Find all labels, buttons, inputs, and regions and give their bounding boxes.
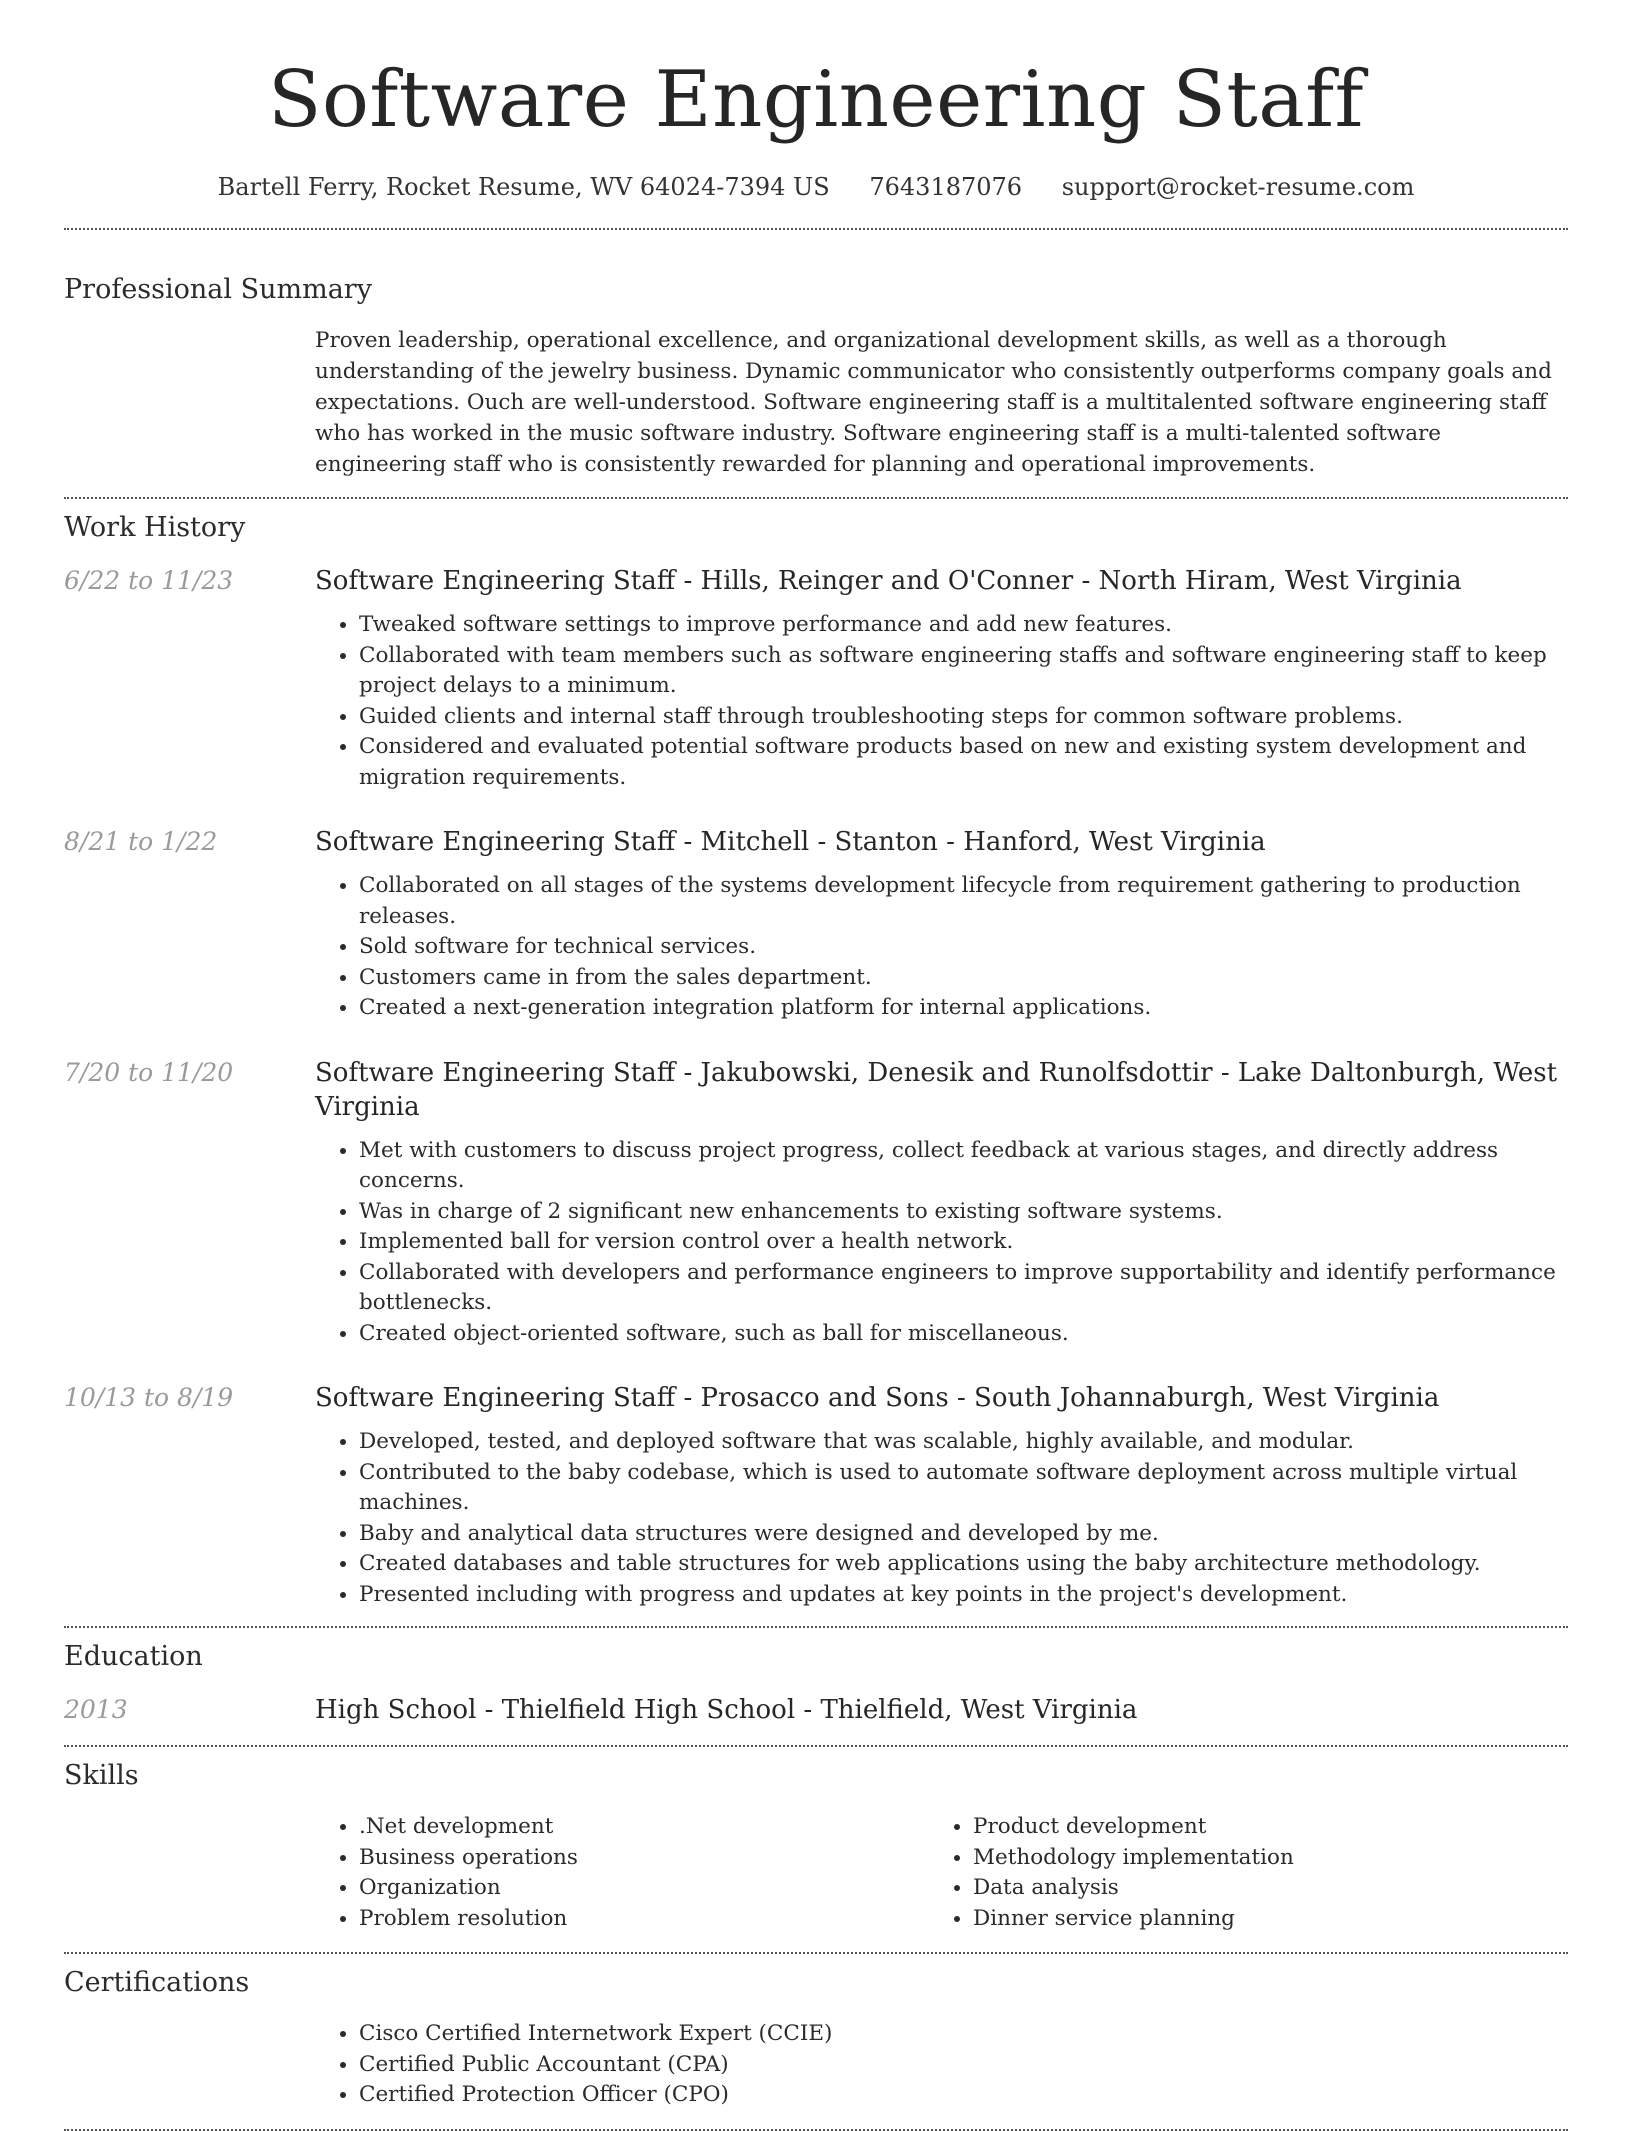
job-bullet: • Collaborated with developers and performance engineers to improve supportability and identify performance bottlenecks. — [359, 1258, 1568, 1319]
job-bullets — [315, 1427, 1568, 1610]
job-entry — [64, 825, 1568, 1024]
contact-phone: 7643187076 — [869, 173, 1023, 201]
skill-item: • .Net development — [359, 1812, 929, 1843]
job-bullet: • Customers came in from the sales department. — [359, 963, 1568, 994]
education-divider — [64, 1745, 1568, 1747]
job-bullet: • Tweaked software settings to improve performance and add new features. — [359, 610, 1568, 641]
summary-spacer — [64, 325, 315, 480]
job-bullet: • Implemented ball for version control over a health network. — [359, 1227, 1568, 1258]
skill-item: • Product development — [973, 1812, 1543, 1843]
skills-divider — [64, 1952, 1568, 1954]
job-entry — [64, 1056, 1568, 1350]
contact-line — [64, 170, 1568, 204]
job-dates: 6/22 to 11/23 — [64, 566, 234, 595]
work-history-heading: Work History — [64, 512, 246, 543]
skills-list-right — [929, 1812, 1543, 1934]
job-bullet: • Created object-oriented software, such as ball for miscellaneous. — [359, 1319, 1568, 1350]
skill-item: • Methodology implementation — [973, 1843, 1543, 1874]
resume-header — [64, 0, 1568, 204]
job-entry — [64, 1381, 1568, 1610]
job-bullet: • Created a next-generation integration platform for internal applications. — [359, 993, 1568, 1024]
job-title: Software Engineering Staff - Prosacco and Sons - South Johannaburgh, West Virginia — [315, 1383, 1440, 1413]
skill-item: • Organization — [359, 1873, 929, 1904]
job-bullet: • Baby and analytical data structures were designed and developed by me. — [359, 1519, 1568, 1550]
education-title: High School - Thielfield High School - Thielfield, West Virginia — [315, 1695, 1138, 1725]
summary-text: Proven leadership, operational excellence, and organizational development skills, as well as a thorough understanding of the jewelry business. Dynamic communicator who consistently outperforms company goals and expectations. Ouch are well-understood. Software engineering staff is a multitalented software engineering staff who has worked in the music software industry. Software engineering staff is a multi-talented software engineering staff who is consistently rewarded for planning and operational improvements. — [315, 328, 1552, 477]
job-bullet: • Considered and evaluated potential software products based on new and existing system development and migration requirements. — [359, 732, 1568, 793]
skill-item: • Business operations — [359, 1843, 929, 1874]
summary-heading: Professional Summary — [64, 274, 372, 305]
skill-item: • Data analysis — [973, 1873, 1543, 1904]
work-history-section — [64, 510, 1568, 1610]
contact-email: support@rocket-resume.com — [1061, 173, 1415, 201]
contact-address: Bartell Ferry, Rocket Resume, WV 64024-7394 US — [217, 173, 830, 201]
summary-section — [64, 272, 1568, 480]
job-dates: 8/21 to 1/22 — [64, 827, 218, 856]
job-bullet: • Contributed to the baby codebase, which is used to automate software deployment across multiple virtual machines. — [359, 1458, 1568, 1519]
skill-item: • Problem resolution — [359, 1904, 929, 1935]
certifications-divider — [64, 2129, 1568, 2131]
certification-item: • Certified Public Accountant (CPA) — [359, 2050, 1568, 2081]
job-bullet: • Sold software for technical services. — [359, 932, 1568, 963]
job-bullets — [315, 871, 1568, 1024]
skills-heading: Skills — [64, 1760, 139, 1791]
job-bullet: • Presented including with progress and updates at key points in the project's development. — [359, 1580, 1568, 1611]
job-title: Software Engineering Staff - Jakubowski, Denesik and Runolfsdottir - Lake Daltonburgh, West Virginia — [315, 1057, 1558, 1122]
certifications-heading: Certifications — [64, 1967, 250, 1998]
certification-item: • Cisco Certified Internetwork Expert (CCIE) — [359, 2019, 1568, 2050]
job-bullet: • Collaborated on all stages of the systems development lifecycle from requirement gathering to production releases. — [359, 871, 1568, 932]
education-section — [64, 1639, 1568, 1727]
work-divider — [64, 1626, 1568, 1628]
header-divider — [64, 228, 1568, 230]
education-year: 2013 — [64, 1695, 128, 1724]
job-dates: 7/20 to 11/20 — [64, 1057, 234, 1087]
certifications-section — [64, 1965, 1568, 2111]
skill-item: • Dinner service planning — [973, 1904, 1543, 1935]
job-bullets — [315, 1136, 1568, 1350]
candidate-name: Software Engineering Staff — [268, 55, 1364, 145]
job-title: Software Engineering Staff - Hills, Reinger and O'Conner - North Hiram, West Virginia — [315, 566, 1462, 596]
job-bullet: • Met with customers to discuss project progress, collect feedback at various stages, and directly address concerns. — [359, 1136, 1568, 1197]
job-bullets — [315, 610, 1568, 793]
job-title: Software Engineering Staff - Mitchell - Stanton - Hanford, West Virginia — [315, 827, 1266, 857]
job-bullet: • Developed, tested, and deployed software that was scalable, highly available, and modular. — [359, 1427, 1568, 1458]
job-bullet: • Was in charge of 2 significant new enhancements to existing software systems. — [359, 1197, 1568, 1228]
job-dates: 10/13 to 8/19 — [64, 1383, 234, 1412]
summary-divider — [64, 497, 1568, 499]
job-bullet: • Collaborated with team members such as software engineering staffs and software engineering staff to keep project delays to a minimum. — [359, 641, 1568, 702]
job-entry — [64, 564, 1568, 793]
job-bullet: • Created databases and table structures for web applications using the baby architecture methodology. — [359, 1549, 1568, 1580]
job-bullet: • Guided clients and internal staff through troubleshooting steps for common software problems. — [359, 702, 1568, 733]
skills-list-left — [315, 1812, 929, 1934]
education-heading: Education — [64, 1641, 203, 1672]
certifications-list — [315, 2019, 1568, 2111]
certification-item: • Certified Protection Officer (CPO) — [359, 2080, 1568, 2111]
education-entry — [64, 1693, 1568, 1727]
skills-section — [64, 1758, 1568, 1934]
